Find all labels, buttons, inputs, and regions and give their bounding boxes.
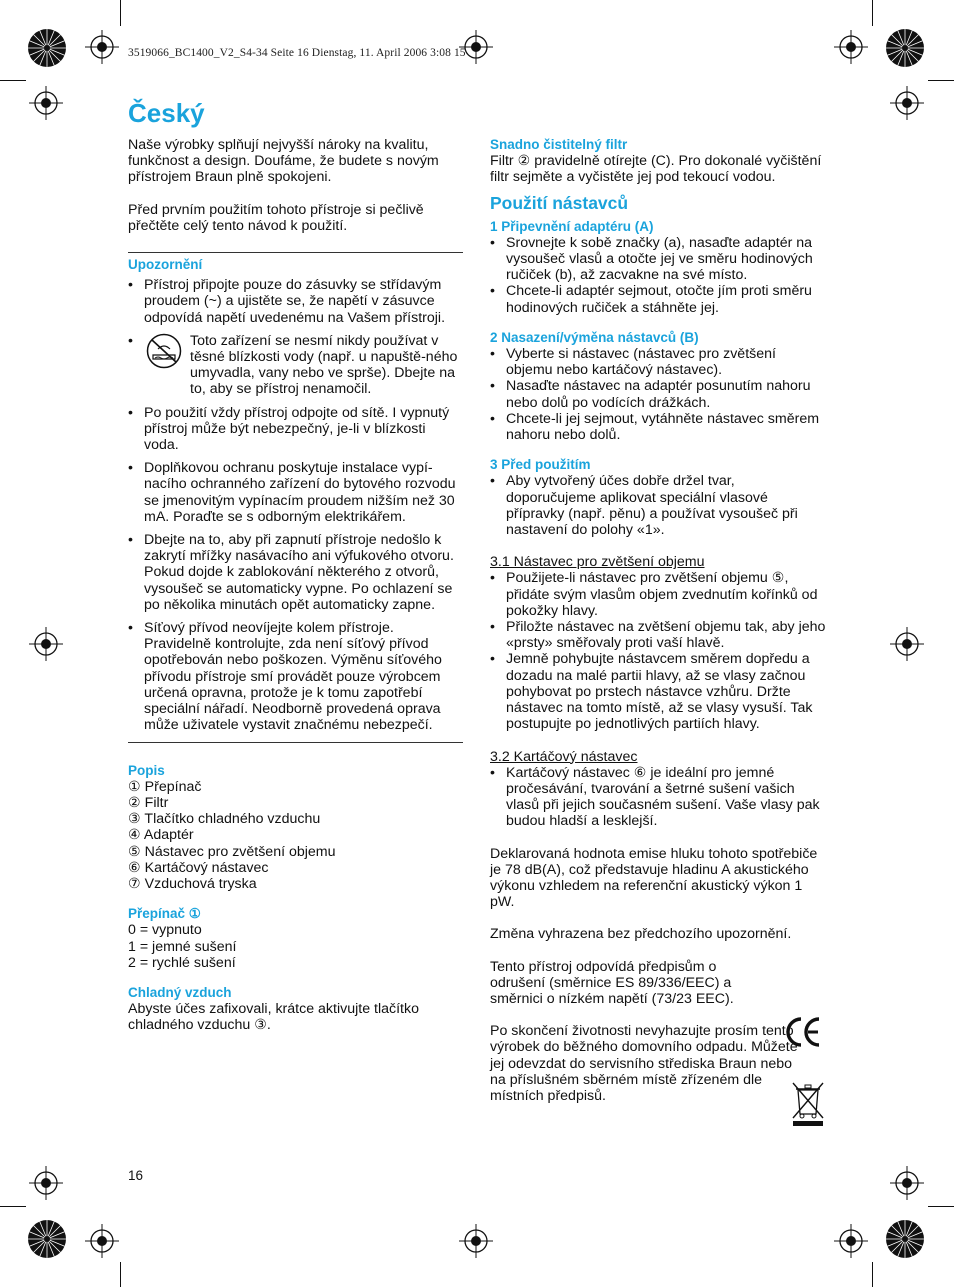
page-number: 16 [128,1168,144,1183]
crop-mark [872,0,873,26]
registration-mark-icon [890,627,924,661]
list-item: • Nasaďte nástavec na adaptér posunutím nahoru nebo dolů po vodících drážkách. [490,378,826,410]
change-notice: Změna vyhrazena bez předchozího upozornění. [490,926,792,943]
page-title: Český [128,98,205,128]
list-item: • Přístroj připojte pouze do zásuvky se střídavým proudem (~) a ujistěte se, že napětí v zásuvce odpovídá napětí uvedenému na Vašem přístroji. [128,277,464,326]
list-item: ⑥ Kartáčový nástavec [128,859,269,876]
color-bar-star-icon [885,1219,925,1259]
step-list [490,473,826,538]
list-item: ⑦ Vzduchová tryska [128,875,257,892]
step-heading: 3 Před použitím [490,457,591,473]
step-list [490,765,826,830]
registration-mark-icon [29,1166,63,1200]
list-item: • Použijete-li nástavec pro zvětšení objemu ⑤, přidáte svým vlasům objem zvednutím kořínků od pokožky hlavy. [490,570,826,619]
divider [128,252,463,253]
registration-mark-icon [890,1166,924,1200]
list-item: ④ Adaptér [128,827,194,844]
section-heading-filter: Snadno čistitelný filtr [490,137,628,152]
registration-mark-icon [29,86,63,120]
ce-mark-icon [784,1015,822,1049]
list-item: ② Filtr [128,794,169,811]
list-item: ⑤ Nástavec pro zvětšení objemu [128,843,336,860]
registration-mark-icon [834,30,868,64]
list-item: • Chcete-li jej sejmout, vytáhněte nástavec směrem nahoru nebo dolů. [490,411,826,443]
list-item: • Srovnejte k sobě značky (a), nasaďte adaptér na vysoušeč vlasů a otočte jej ve směru hodinových ručiček (b), až zacvakne na své místo. [490,235,826,284]
list-item: • Aby vytvořený účes dobře držel tvar, doporučujeme aplikovat speciální vlasové přípravky (např. pěnu) a používat vysoušeč při nastavení do polohy «1». [490,473,826,538]
no-water-warning-icon [144,333,184,369]
color-bar-star-icon [885,28,925,68]
list-item: • Dbejte na to, aby při zapnutí přístroje nedošlo k zakrytí mřížky nasávacího ani výfukového otvoru. Pokud dojde k zablokování některého z otvorů, vysoušeč se automaticky vypne. Po ochlazení se po několika minutách opět automaticky zapne. [128,532,464,613]
section-heading-switch: Přepínač ① [128,906,201,922]
intro-paragraph: Naše výrobky splňují nejvyšší nároky na kvalitu, funkčnost a design. Doufáme, že budete s novým přístrojem Braun plně spokojeni. [128,137,439,186]
list-item: 0 = vypnuto [128,922,202,939]
crop-mark [872,1262,873,1287]
list-item [128,333,464,398]
print-header: 3519066_BC1400_V2_S4-34 Seite 16 Dienstag, 11. April 2006 3:08 15 [128,47,466,59]
filter-text: Filtr ② pravidelně otírejte (C). Pro dokonalé vyčištění filtr sejměte a vyčistěte jej pod tekoucí vodou. [490,153,822,186]
divider [128,742,463,743]
crop-mark [0,80,26,81]
registration-mark-icon [459,1224,493,1258]
intro-paragraph: Před prvním použitím tohoto přístroje si pečlivě přečtěte celý tento návod k použití. [128,201,424,234]
step-list [490,346,826,443]
registration-mark-icon [85,1224,119,1258]
list-item: • Po použití vždy přístroj odpojte od sítě. I vypnutý přístroj může být nebezpečný, je-li v blízkosti voda. [128,405,464,454]
disposal-text: Po skončení životnosti nevyhazujte prosím tento výrobek do běžného domovního odpadu. Můžete jej odevzdat do servisního střediska Braun nebo na příslušném sběrném místě zřízeném dle místních předpisů. [490,1023,798,1104]
list-item: ① Přepínač [128,778,202,795]
section-heading-warning: Upozornění [128,257,203,273]
ce-compliance-text: Tento přístroj odpovídá předpisům o odrušení (směrnice ES 89/336/EEC) a směrnici o nízkém napětí (73/23 EEC). [490,958,734,1007]
crop-mark [120,1262,121,1287]
list-item: 2 = rychlé sušení [128,954,236,971]
registration-mark-icon [890,86,924,120]
crop-mark [0,1206,26,1207]
description-list [128,779,464,892]
warning-text: • Toto zařízení se nesmí nikdy používat v těsné blízkosti vody (např. u napuště-ného umyvadla, vany nebo ve sprše). Dbejte na to, aby se přístroj nenamočil. [190,332,458,398]
list-item: • Doplňkovou ochranu poskytuje instalace vypí-nacího ochranného zařízení do bytového rozvodu se jmenovitým vypínacím proudem nižším než 30 mA. Poraďte se s odborným elektrikářem. [128,460,464,525]
list-item: 1 = jemné sušení [128,938,237,955]
subsection-heading: 3.1 Nástavec pro zvětšení objemu [490,554,705,571]
list-item: • Síťový přívod neovíjejte kolem přístroje. Pravidelně kontrolujte, zda není síťový přívod opotřebován nebo poškozen. Výměnu síťového přívodu přístroje smí provádět pouze výrobcem určená opravna, protože je k tomu zapotřebí speciální nářadí. Neodborně provedená oprava může uživatele vystavit značnému nebezpečí. [128,620,464,733]
right-column [490,137,826,1104]
cold-air-text: Abyste účes zafixovali, krátce aktivujte tlačítko chladného vzduchu ③. [128,1001,419,1034]
registration-mark-icon [29,627,63,661]
warning-list [128,277,464,733]
switch-list [128,922,464,971]
registration-mark-icon [85,30,119,64]
list-item: • Vyberte si nástavec (nástavec pro zvětšení objemu nebo kartáčový nástavec). [490,346,826,378]
crossed-bin-icon [790,1080,826,1128]
noise-text: Deklarovaná hodnota emise hluku tohoto spotřebiče je 78 dB(A), což představuje hladinu A akustického výkonu vzhledem na referenční akustický výkon 1 pW. [490,845,818,911]
section-heading-cold-air: Chladný vzduch [128,984,232,1000]
color-bar-star-icon [27,28,67,68]
crop-mark [120,0,121,26]
list-item: • Kartáčový nástavec ⑥ je ideální pro jemné pročesávání, tvarování a šetrné sušení vašich vlasů při jejich současném sušení. Vaše vlasy pak budou hladší a lesklejší. [490,765,826,830]
color-bar-star-icon [27,1219,67,1259]
list-item: • Přiložte nástavec na zvětšení objemu tak, aby jeho «prsty» směřovaly proti vaší hlavě. [490,619,826,651]
list-item: • Chcete-li adaptér sejmout, otočte jím proti směru hodinových ručiček a stáhněte jej. [490,283,826,315]
crop-mark [928,80,954,81]
subsection-heading: 3.2 Kartáčový nástavec [490,748,638,765]
crop-mark [928,1206,954,1207]
step-heading: 2 Nasazení/výměna nástavců (B) [490,329,699,345]
section-heading-attachments: Použití nástavců [490,192,629,213]
step-list [490,570,826,732]
list-item: • Jemně pohybujte nástavcem směrem dopředu a dozadu na malé partii hlavy, až se vlasy začnou pohybovat po prstech nástavce vzhůru. Držte nástavec na tomto místě, až se vlasy vysuší. Tak postupujte po jednotlivých partiích hlavy. [490,651,826,732]
left-column [128,137,464,1034]
step-list [490,235,826,316]
registration-mark-icon [834,1224,868,1258]
list-item: ③ Tlačítko chladného vzduchu [128,811,321,828]
section-heading-description: Popis [128,762,165,778]
step-heading: 1 Připevnění adaptéru (A) [490,218,654,234]
